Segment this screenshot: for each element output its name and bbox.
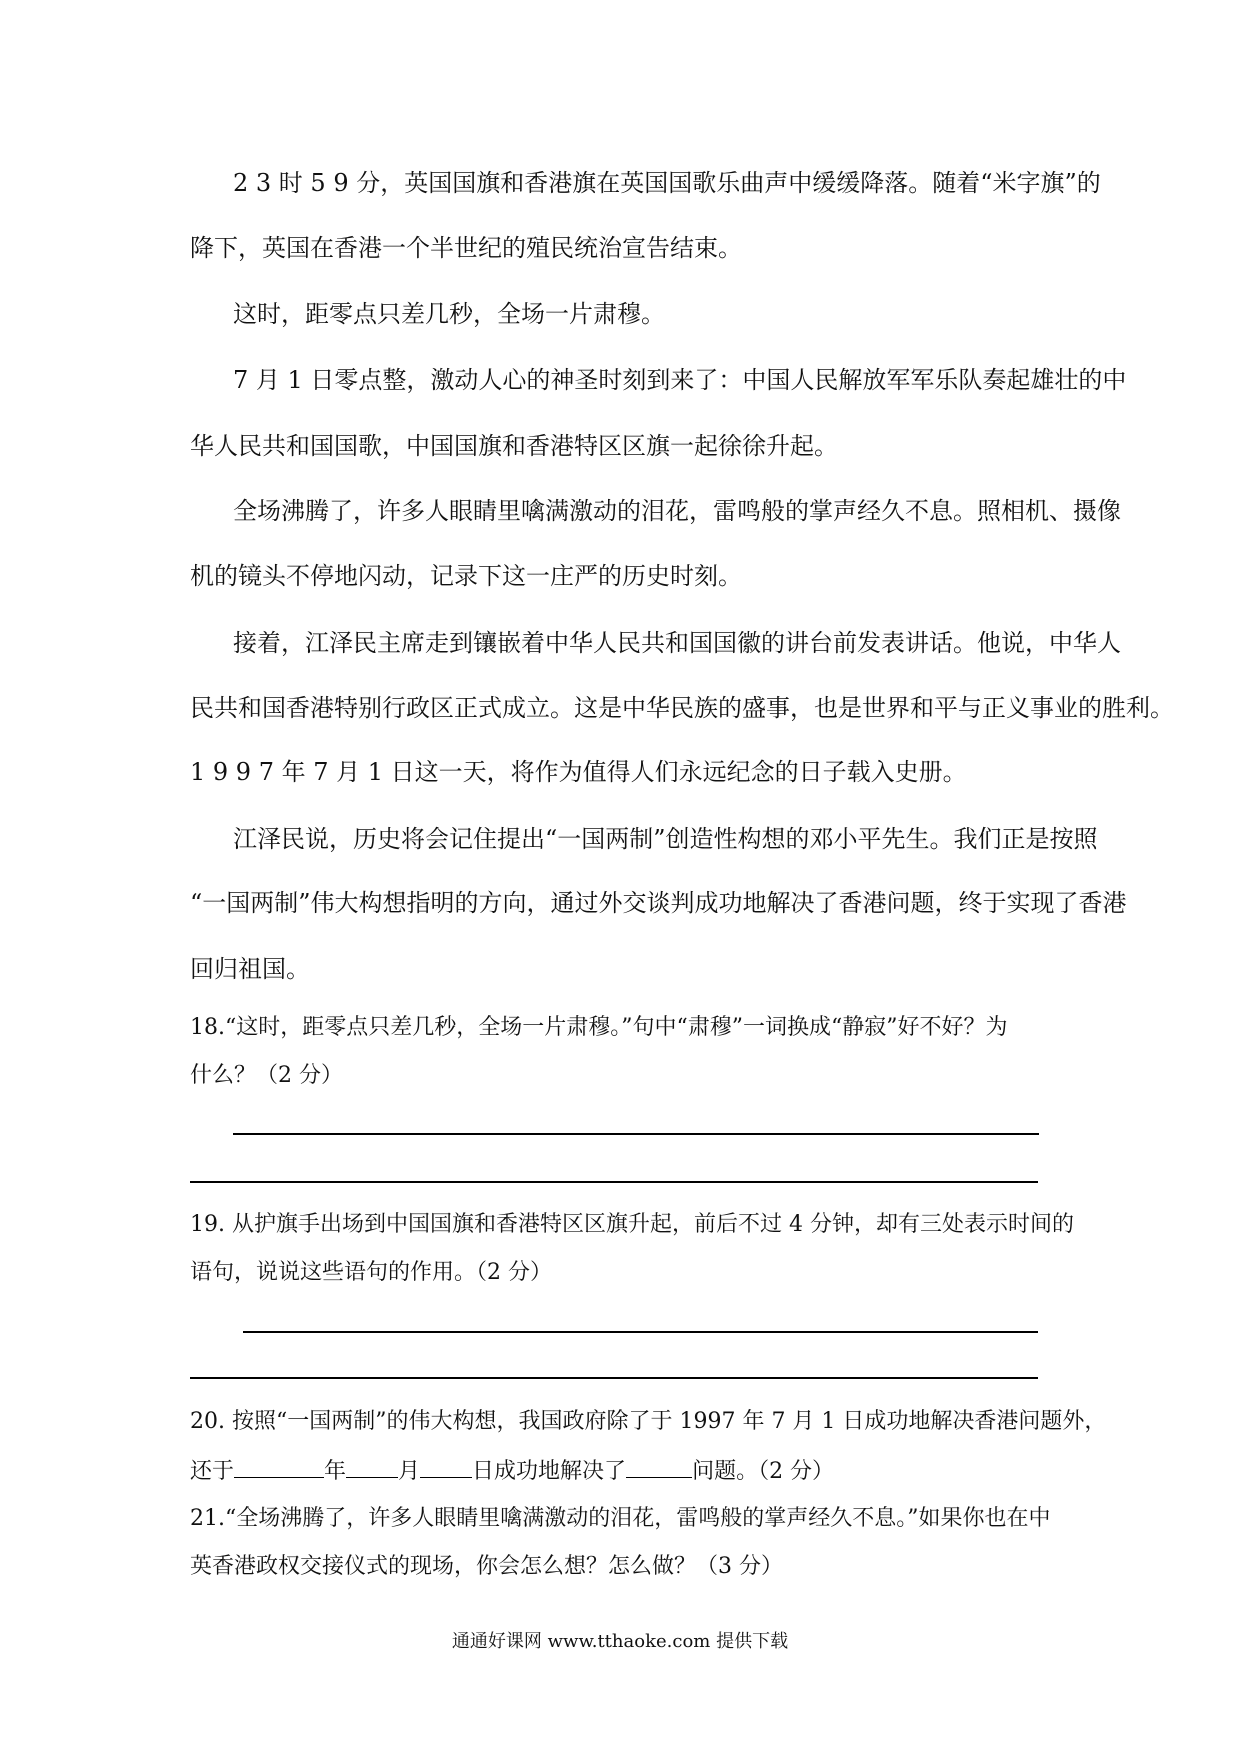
answer-line[interactable] xyxy=(190,1377,1038,1379)
page-footer: 通通好课网 www.tthaoke.com 提供下载 xyxy=(451,1631,789,1652)
q20-day-label: 日成功地解决了 xyxy=(472,1459,627,1484)
answer-line[interactable] xyxy=(243,1331,1038,1333)
day-blank[interactable] xyxy=(420,1455,472,1478)
question-18-line-2: 什么？（2 分） xyxy=(190,1063,343,1088)
question-19-line-2: 语句，说说这些语句的作用。（2 分） xyxy=(190,1260,552,1285)
passage-line-8: 接着，江泽民主席走到镶嵌着中华人民共和国国徽的讲台前发表讲话。他说，中华人 xyxy=(233,629,1121,657)
passage-line-2: 降下，英国在香港一个半世纪的殖民统治宣告结束。 xyxy=(190,234,742,262)
passage-line-5: 华人民共和国国歌，中国国旗和香港特区区旗一起徐徐升起。 xyxy=(190,432,838,460)
question-20-line-2 xyxy=(190,1455,1060,1487)
issue-blank[interactable] xyxy=(626,1455,692,1478)
passage-line-9: 民共和国香港特别行政区正式成立。这是中华民族的盛事，也是世界和平与正义事业的胜利。 xyxy=(190,694,1174,722)
passage-line-1: 2 3 时 5 9 分，英国国旗和香港旗在英国国歌乐曲声中缓缓降落。随着“米字旗”的 xyxy=(233,169,1101,197)
passage-line-4: 7 月 1 日零点整，激动人心的神圣时刻到来了：中国人民解放军军乐队奏起雄壮的中 xyxy=(233,366,1127,394)
q20-suffix: 问题。（2 分） xyxy=(692,1459,835,1484)
month-blank[interactable] xyxy=(346,1455,398,1478)
answer-line[interactable] xyxy=(190,1181,1038,1183)
question-19-line-1: 19. 从护旗手出场到中国国旗和香港特区区旗升起，前后不过 4 分钟，却有三处表示时间的 xyxy=(190,1212,1074,1237)
q20-month-label: 月 xyxy=(398,1459,421,1484)
passage-line-13: 回归祖国。 xyxy=(190,955,310,983)
passage-line-3: 这时，距零点只差几秒，全场一片肃穆。 xyxy=(233,300,665,328)
answer-line[interactable] xyxy=(233,1133,1039,1135)
q20-prefix: 还于 xyxy=(190,1459,235,1484)
question-18-line-1: 18.“这时，距零点只差几秒，全场一片肃穆。”句中“肃穆”一词换成“静寂”好不好？为 xyxy=(190,1015,1008,1040)
question-21-line-1: 21.“全场沸腾了，许多人眼睛里噙满激动的泪花，雷鸣般的掌声经久不息。”如果你也在中 xyxy=(190,1506,1051,1531)
passage-line-6: 全场沸腾了，许多人眼睛里噙满激动的泪花，雷鸣般的掌声经久不息。照相机、摄像 xyxy=(233,497,1121,525)
passage-line-7: 机的镜头不停地闪动，记录下这一庄严的历史时刻。 xyxy=(190,562,742,590)
passage-line-11: 江泽民说，历史将会记住提出“一国两制”创造性构想的邓小平先生。我们正是按照 xyxy=(233,825,1098,853)
question-21-line-2: 英香港政权交接仪式的现场，你会怎么想？怎么做？（3 分） xyxy=(190,1554,783,1579)
q20-year-label: 年 xyxy=(324,1459,347,1484)
passage-line-10: 1 9 9 7 年 7 月 1 日这一天，将作为值得人们永远纪念的日子载入史册。 xyxy=(190,758,967,786)
passage-line-12: “一国两制”伟大构想指明的方向，通过外交谈判成功地解决了香港问题，终于实现了香港 xyxy=(190,889,1127,917)
question-20-line-1: 20. 按照“一国两制”的伟大构想，我国政府除了于 1997 年 7 月 1 日成功地解决香港问题外， xyxy=(190,1409,1107,1434)
year-blank[interactable] xyxy=(234,1455,324,1478)
